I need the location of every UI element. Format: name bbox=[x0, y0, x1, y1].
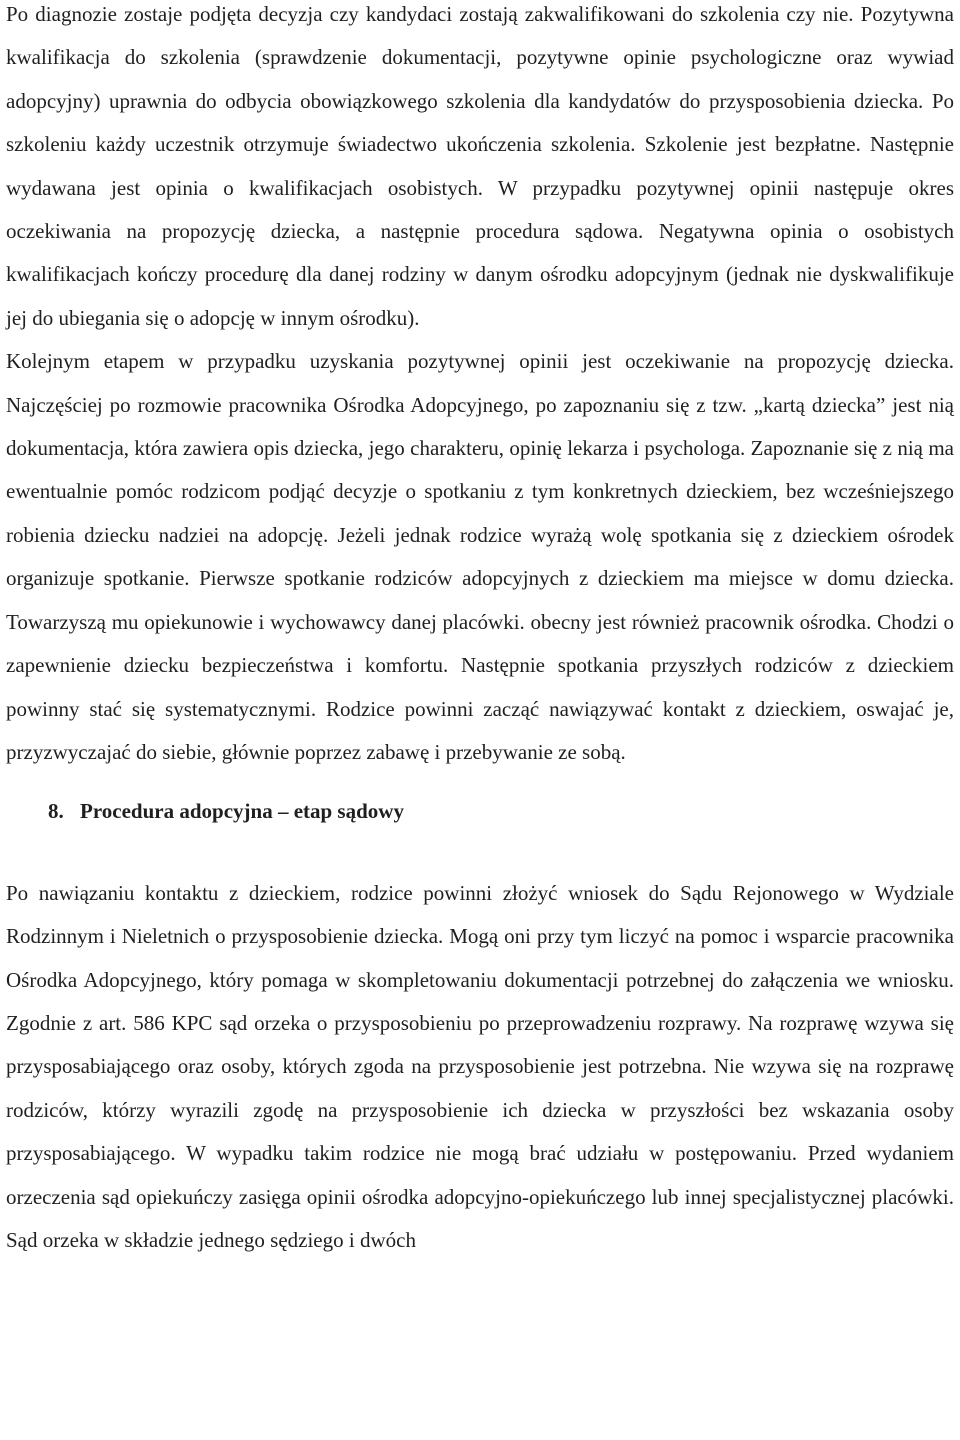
paragraph-qualification: Po diagnozie zostaje podjęta decyzja czy kandydaci zostają zakwalifikowani do szkolenia czy nie. Pozytywna kwalifikacja do szkolenia (sprawdzenie dokumentacji, pozytywne opinie psychologiczne oraz wywiad adopcyjny) uprawnia do odbycia obowiązkowego szkolenia dla kandydatów do przysposobienia dziecka. Po szkoleniu każdy uczestnik otrzymuje świadectwo ukończenia szkolenia. Szkolenie jest bezpłatne. Następnie wydawana jest opinia o kwalifikacjach osobistych. W przypadku pozytywnej opinii następuje okres oczekiwania na propozycję dziecka, a następnie procedura sądowa. Negatywna opinia o osobistych kwalifikacjach kończy procedurę dla danej rodziny w danym ośrodku adopcyjnym (jednak nie dyskwalifikuje jej do ubiegania się o adopcję w innym ośrodku). bbox=[6, 2, 954, 330]
section-number: 8. bbox=[48, 799, 64, 824]
section-heading bbox=[6, 790, 954, 833]
paragraph-child-proposal: Kolejnym etapem w przypadku uzyskania pozytywnej opinii jest oczekiwanie na propozycję dziecka. Najczęściej po rozmowie pracownika Ośrodka Adopcyjnego, po zapoznaniu się z tzw. „kartą dziecka” jest nią dokumentacja, która zawiera opis dziecka, jego charakteru, opinię lekarza i psychologa. Zapoznanie się z nią ma ewentualnie pomóc rodzicom podjąć decyzje o spotkaniu z tym konkretnych dzieckiem, bez wcześniejszego robienia dziecku nadziei na adopcję. Jeżeli jednak rodzice wyrażą wolę spotkania się z dzieckiem ośrodek organizuje spotkanie. Pierwsze spotkanie rodziców adopcyjnych z dzieckiem ma miejsce w domu dziecka. Towarzyszą mu opiekunowie i wychowawcy danej placówki. obecny jest również pracownik ośrodka. Chodzi o zapewnienie dziecku bezpieczeństwa i komfortu. Następnie spotkania przyszłych rodziców z dzieckiem powinny stać się systematycznymi. Rodzice powinni zacząć nawiązywać kontakt z dzieckiem, oswajać je, przyzwyczajać do siebie, głównie poprzez zabawę i przebywanie ze sobą. bbox=[6, 349, 954, 764]
section-title: Procedura adopcyjna – etap sądowy bbox=[80, 799, 404, 824]
paragraph-court-procedure: Po nawiązaniu kontaktu z dzieckiem, rodzice powinni złożyć wniosek do Sądu Rejonowego w Wydziale Rodzinnym i Nieletnich o przysposobienie dziecka. Mogą oni przy tym liczyć na pomoc i wsparcie pracownika Ośrodka Adopcyjnego, który pomaga w skompletowaniu dokumentacji potrzebnej do załączenia we wniosku. Zgodnie z art. 586 KPC sąd orzeka o przysposobieniu po przeprowadzeniu rozprawy. Na rozprawę wzywa się przysposabiającego oraz osoby, których zgoda na przysposobienie jest potrzebna. Nie wzywa się na rozprawę rodziców, którzy wyrazili zgodę na przysposobienie ich dziecka w przyszłości bez wskazania osoby przysposabiającego. W wypadku takim rodzice nie mogą brać udziału w postępowaniu. Przed wydaniem orzeczenia sąd opiekuńczy zasięga opinii ośrodka adopcyjno-opiekuńczego lub innej specjalistycznej placówki. Sąd orzeka w składzie jednego sędziego i dwóch bbox=[6, 880, 954, 1252]
document-page bbox=[6, 0, 954, 1262]
